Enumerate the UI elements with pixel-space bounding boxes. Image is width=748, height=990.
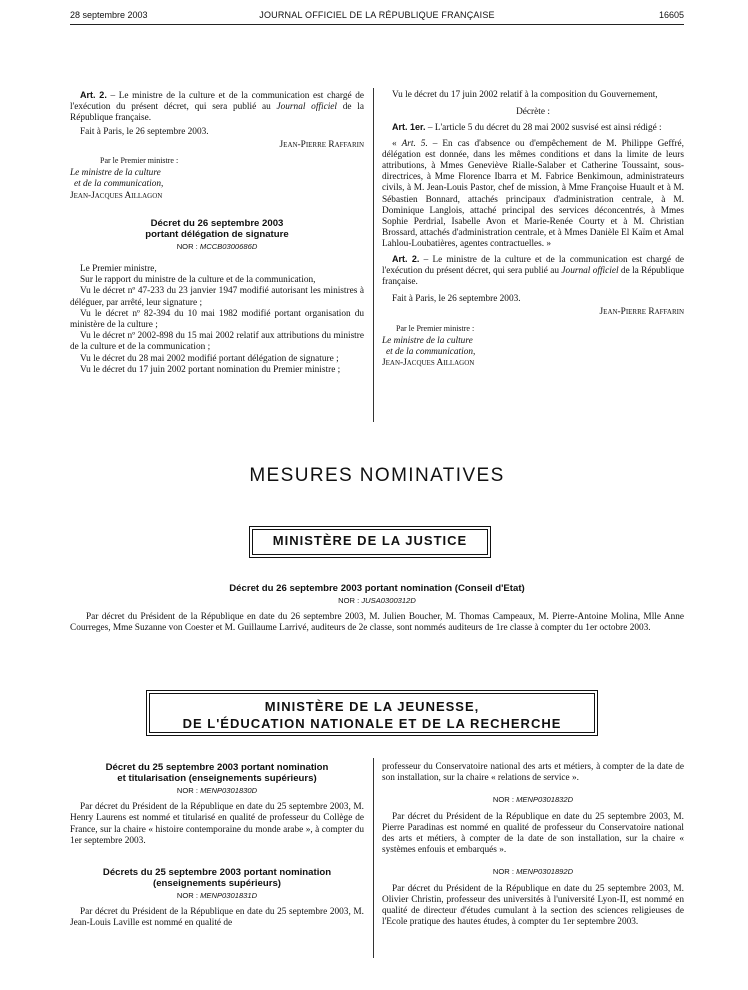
nor-code: MENP0301831D [200, 891, 258, 901]
fait-a-paris: Fait à Paris, le 26 septembre 2003. [392, 294, 521, 305]
article-text: – Le ministre de la culture et de la communication est chargé de l'exécution du présent décret, qui sera publié au [382, 254, 684, 276]
article-text: de la République française. [382, 265, 685, 288]
paragraph: Sur le rapport du ministre de la culture et de la communication, [80, 275, 316, 286]
header-rule [70, 24, 684, 25]
column-right-top [382, 90, 684, 369]
article-label: Art. 2. [80, 90, 107, 100]
article-text: de la République française. [70, 102, 364, 124]
decree-title-line1: Décret du 26 septembre 2003 [150, 217, 284, 229]
decree-title-line2: (enseignements supérieurs) [153, 878, 281, 890]
section-title-line2: DE L'ÉDUCATION NATIONALE ET DE LA RECHERCHE [182, 716, 562, 731]
fait-a-paris: Fait à Paris, le 26 septembre 2003. [80, 126, 209, 137]
nor-code: MENP0301830D [200, 786, 258, 795]
paragraph: Vu le décret nº 2002-898 du 15 mai 2002 relatif aux attributions du ministre de la culture et de la communication ; [70, 331, 364, 353]
nor-code: MENP0301892D [516, 867, 574, 877]
justice-decree [70, 583, 684, 635]
section-title-education [149, 693, 595, 733]
nor-reference [70, 890, 364, 901]
decree-text: Par décret du Président de la République en date du 25 septembre 2003, M. Olivier Christin, professeur des universités à l'université Lyon-II, est nommé en qualité de directeur d'études cumulant à la section des sciences religieuses de l'Ecole pratique des hautes études, à compter du 1er septembre 2003. [382, 883, 684, 928]
column-right-bottom [382, 762, 684, 928]
nor-reference [382, 794, 684, 805]
nor-code: MENP0301832D [516, 795, 574, 805]
journal-ref: Journal officiel [276, 102, 337, 113]
article-1 [382, 122, 684, 134]
nor-label: NOR : [492, 867, 517, 877]
minister-title-1: Le ministre de la culture [70, 168, 161, 179]
article-5-quote [382, 139, 684, 251]
minister-title-2: et de la communication, [74, 179, 164, 190]
par-premier-ministre: Par le Premier ministre : [100, 156, 179, 166]
paragraph: Vu le décret du 28 mai 2002 modifié portant délégation de signature ; [80, 353, 339, 364]
vu-paragraph: Vu le décret du 17 juin 2002 relatif à la composition du Gouvernement, [392, 90, 658, 100]
quote-mark: « [392, 138, 402, 149]
par-premier-ministre: Par le Premier ministre : [396, 323, 475, 333]
journal-ref: Journal officiel [561, 265, 619, 276]
nor-reference [70, 595, 684, 606]
column-divider [373, 758, 374, 958]
decrete: Décrète : [516, 107, 550, 118]
nor-reference [70, 241, 364, 252]
quote-text: – En cas d'absence ou d'empêchement de M. Philippe Geffré, délégation est donnée, dans les mêmes conditions et dans la limite de leurs attributions, à Mmes Geneviève Rialle-Salaber et Catherine Toussaint, sous-directrices, à Mme Florence Ibarra et M. Fabrice Benkimoun, administrateurs civils, à M. Jean-Louis Pastor, chef de mission, à Mme Françoise Huault et à M. Sébastien Bonnard, attachés principaux d'administration centrale, à M. Dominique Langlois, attaché principal des services déconcentrés, à Mmes Sophie Perdrial, Isabelle Avon et Marie-Renée Courty et à M. Christian Brossard, attachés d'administration centrale, et à Mmes Danièle El Kaïm et Amal Lahlou-Loubatières, agentes contractuelles. » [382, 138, 684, 250]
article-text: – Le ministre de la culture et de la communication est chargé de l'exécution du présent décret, qui sera publié au [70, 91, 364, 113]
page-header [70, 10, 684, 24]
paragraph: Le Premier ministre, [80, 264, 157, 275]
header-journal-title: JOURNAL OFFICIEL DE LA RÉPUBLIQUE FRANÇAISE [259, 10, 495, 20]
paragraph: Vu le décret du 17 juin 2002 portant nomination du Premier ministre ; [80, 364, 341, 375]
nor-label: NOR : [176, 241, 200, 251]
decree-text: Par décret du Président de la République en date du 25 septembre 2003, M. Henry Laurens est nommé et titularisé en qualité de professeur du Collège de France, sur la chaire « histoire contemporaine du monde arabe », à compter du 1er septembre 2003. [70, 802, 364, 846]
nor-reference [382, 866, 684, 877]
section-box-justice [249, 526, 491, 558]
minister-name: Jean-Jacques Aillagon [70, 190, 163, 201]
article-text: – L'article 5 du décret du 28 mai 2002 susvisé est ainsi rédigé : [425, 123, 662, 134]
signatory: Jean-Pierre Raffarin [599, 307, 684, 318]
quoted-article: Art. 5. [401, 138, 428, 149]
nor-code: JUSA0300312D [361, 596, 416, 605]
column-left-bottom [70, 762, 364, 930]
section-title-justice: MINISTÈRE DE LA JUSTICE [252, 529, 488, 555]
justice-decree-title: Décret du 26 septembre 2003 portant nomination (Conseil d'Etat) [229, 583, 525, 594]
nor-label: NOR : [338, 596, 362, 605]
paragraph: Vu le décret nº 47-233 du 23 janvier 1947 modifié autorisant les ministres à déléguer, par arrêté, leur signature ; [70, 286, 364, 308]
signatory: Jean-Pierre Raffarin [279, 139, 364, 150]
decree-title-line1: Décrets du 25 septembre 2003 portant nomination [102, 867, 332, 879]
nor-code: MCCB0300686D [199, 241, 258, 251]
nor-reference [70, 785, 364, 796]
minister-title-2: et de la communication, [386, 347, 476, 358]
header-date: 28 septembre 2003 [70, 10, 148, 20]
justice-decree-text: Par décret du Président de la République en date du 26 septembre 2003, M. Julien Boucher, M. Thomas Campeaux, M. Pierre-Antoine Molina, Mlle Anne Courreges, Mme Suzanne von Coester et M. Guillaume Larrivé, auditeurs de 2e classe, sont nommés auditeurs de 1re classe à compter du 1er octobre 2003. [70, 612, 684, 634]
nor-label: NOR : [492, 795, 517, 805]
paragraph: Vu le décret nº 82-394 du 10 mai 1982 modifié portant organisation du ministère de la culture ; [70, 308, 364, 331]
column-divider [373, 88, 374, 422]
article-label: Art. 1er. [392, 122, 426, 133]
section-title-line1: MINISTÈRE DE LA JEUNESSE, [264, 699, 480, 714]
minister-name: Jean-Jacques Aillagon [382, 358, 475, 369]
article-label: Art. 2. [392, 253, 420, 264]
header-page-number: 16605 [658, 10, 684, 20]
section-heading-mesures: MESURES NOMINATIVES [249, 465, 505, 486]
section-box-education [146, 690, 598, 736]
decree-text: Par décret du Président de la République en date du 25 septembre 2003, M. Jean-Louis Laville est nommé en qualité de [70, 907, 364, 929]
nor-label: NOR : [176, 891, 201, 901]
nor-label: NOR : [176, 786, 201, 795]
decree-text: Par décret du Président de la République en date du 25 septembre 2003, M. Pierre Paradinas est nommé en qualité de professeur du Conservatoire national des arts et métiers, à compter de la date de son installation, sur la chaire « systèmes enfouis et embarqués ». [382, 811, 684, 856]
article-2 [382, 254, 684, 289]
decree-title-line1: Décret du 25 septembre 2003 portant nomination [105, 762, 329, 773]
decree-title-line2: portant délégation de signature [145, 228, 289, 240]
decree-text-continued: professeur du Conservatoire national des arts et métiers, à compter de la date de son installation, sur la chaire « relations de service ». [382, 762, 684, 784]
column-left-top [70, 90, 364, 376]
decree-title-line2: et titularisation (enseignements supérieurs) [117, 773, 317, 784]
article-2 [70, 90, 364, 125]
minister-title-1: Le ministre de la culture [382, 335, 473, 346]
